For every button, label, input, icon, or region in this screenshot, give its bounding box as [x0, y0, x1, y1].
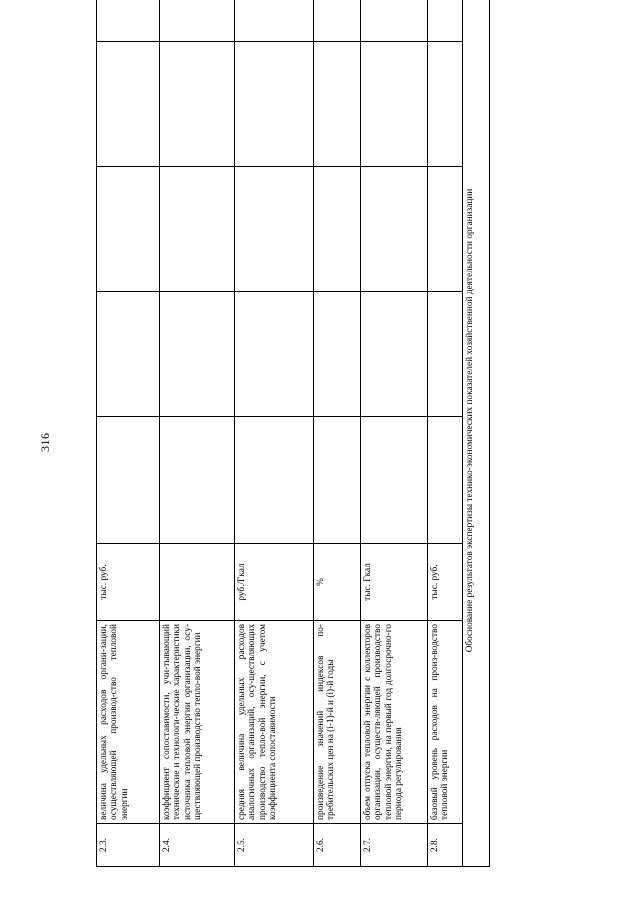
table-row	[428, 0, 463, 867]
row-number: 2.3.	[99, 838, 109, 852]
row-value-4	[314, 42, 361, 167]
row-value-5	[361, 0, 428, 42]
row-value-4	[97, 42, 160, 167]
row-name-cell	[428, 621, 463, 824]
row-value-1	[97, 417, 160, 544]
row-value-3	[97, 167, 160, 292]
rotation-canvas	[96, 31, 475, 867]
row-number-cell	[235, 824, 314, 867]
row-value-1	[361, 417, 428, 544]
row-number: 2.8.	[430, 838, 440, 852]
row-value-2	[97, 292, 160, 417]
row-value-5	[160, 0, 235, 42]
row-value-4	[361, 42, 428, 167]
row-number: 2.5.	[237, 838, 247, 852]
row-unit-cell: тыс. руб.	[97, 544, 160, 621]
row-name: произведение значений индексов по-требительских цен на (i-1)-й и (i)-й годы	[316, 624, 337, 820]
row-name-cell	[97, 621, 160, 824]
row-value-3	[428, 167, 463, 292]
table-footer-text: Обоснование результатов экспертизы технико-экономических показателей хозяйственной деятельности организации	[463, 0, 490, 867]
row-name-cell	[361, 621, 428, 824]
row-name: величина удельных расходов органи-зации, осуществляющей производ-ство тепловой энергии	[99, 624, 130, 820]
row-value-3	[314, 167, 361, 292]
table-row	[314, 0, 361, 867]
row-value-2	[235, 292, 314, 417]
row-name-cell	[160, 621, 235, 824]
row-value-5	[428, 0, 463, 42]
row-name: средняя величина удельных расходов аналогичных организаций, осу-ществляющих производство тепло-вой энергии, с учетом коэффициента сопоставимости	[237, 624, 279, 820]
page-number: 316	[38, 432, 52, 452]
row-value-3	[361, 167, 428, 292]
row-number-cell	[314, 824, 361, 867]
indicators-table	[96, 0, 490, 867]
row-number-cell	[97, 824, 160, 867]
row-value-4	[235, 42, 314, 167]
row-value-5	[235, 0, 314, 42]
row-name: коэффициент сопоставимости, учи-тывающий технические и технологи-ческие характеристики источника тепловой энергии организации, осу-ществляющей производство тепло-вой энергии	[162, 624, 204, 820]
table-row	[97, 0, 160, 867]
row-name-cell	[314, 621, 361, 824]
row-unit-cell: руб./Гкал	[235, 544, 314, 621]
row-number: 2.6.	[316, 838, 326, 852]
row-value-2	[361, 292, 428, 417]
row-name: базовый уровень расходов на произ-водство тепловой энергии	[430, 624, 451, 820]
row-value-1	[160, 417, 235, 544]
row-unit-cell: тыс. руб.	[428, 544, 463, 621]
table-row	[160, 0, 235, 867]
rotated-table-container	[96, 31, 475, 867]
row-number-cell	[160, 824, 235, 867]
row-value-2	[428, 292, 463, 417]
row-number: 2.7.	[363, 838, 373, 852]
row-number: 2.4.	[162, 838, 172, 852]
row-name: объем отпуска тепловой энергии с коллекторов организации, осуществ-ляющей производство тепловой энергии, на первый год долгосрочно-го периода регулирования	[363, 624, 405, 820]
row-value-5	[97, 0, 160, 42]
row-name-cell	[235, 621, 314, 824]
row-unit-cell: %	[314, 544, 361, 621]
table-row	[235, 0, 314, 867]
row-value-3	[235, 167, 314, 292]
row-value-1	[428, 417, 463, 544]
row-value-2	[314, 292, 361, 417]
row-number-cell	[428, 824, 463, 867]
row-value-1	[314, 417, 361, 544]
row-value-4	[160, 42, 235, 167]
table-footer-row	[463, 0, 490, 867]
row-number-cell	[361, 824, 428, 867]
row-value-5	[314, 0, 361, 42]
row-value-3	[160, 167, 235, 292]
row-unit-cell	[160, 544, 235, 621]
table-row	[361, 0, 428, 867]
row-value-1	[235, 417, 314, 544]
row-value-4	[428, 42, 463, 167]
row-unit-cell: тыс. Гкал	[361, 544, 428, 621]
row-value-2	[160, 292, 235, 417]
